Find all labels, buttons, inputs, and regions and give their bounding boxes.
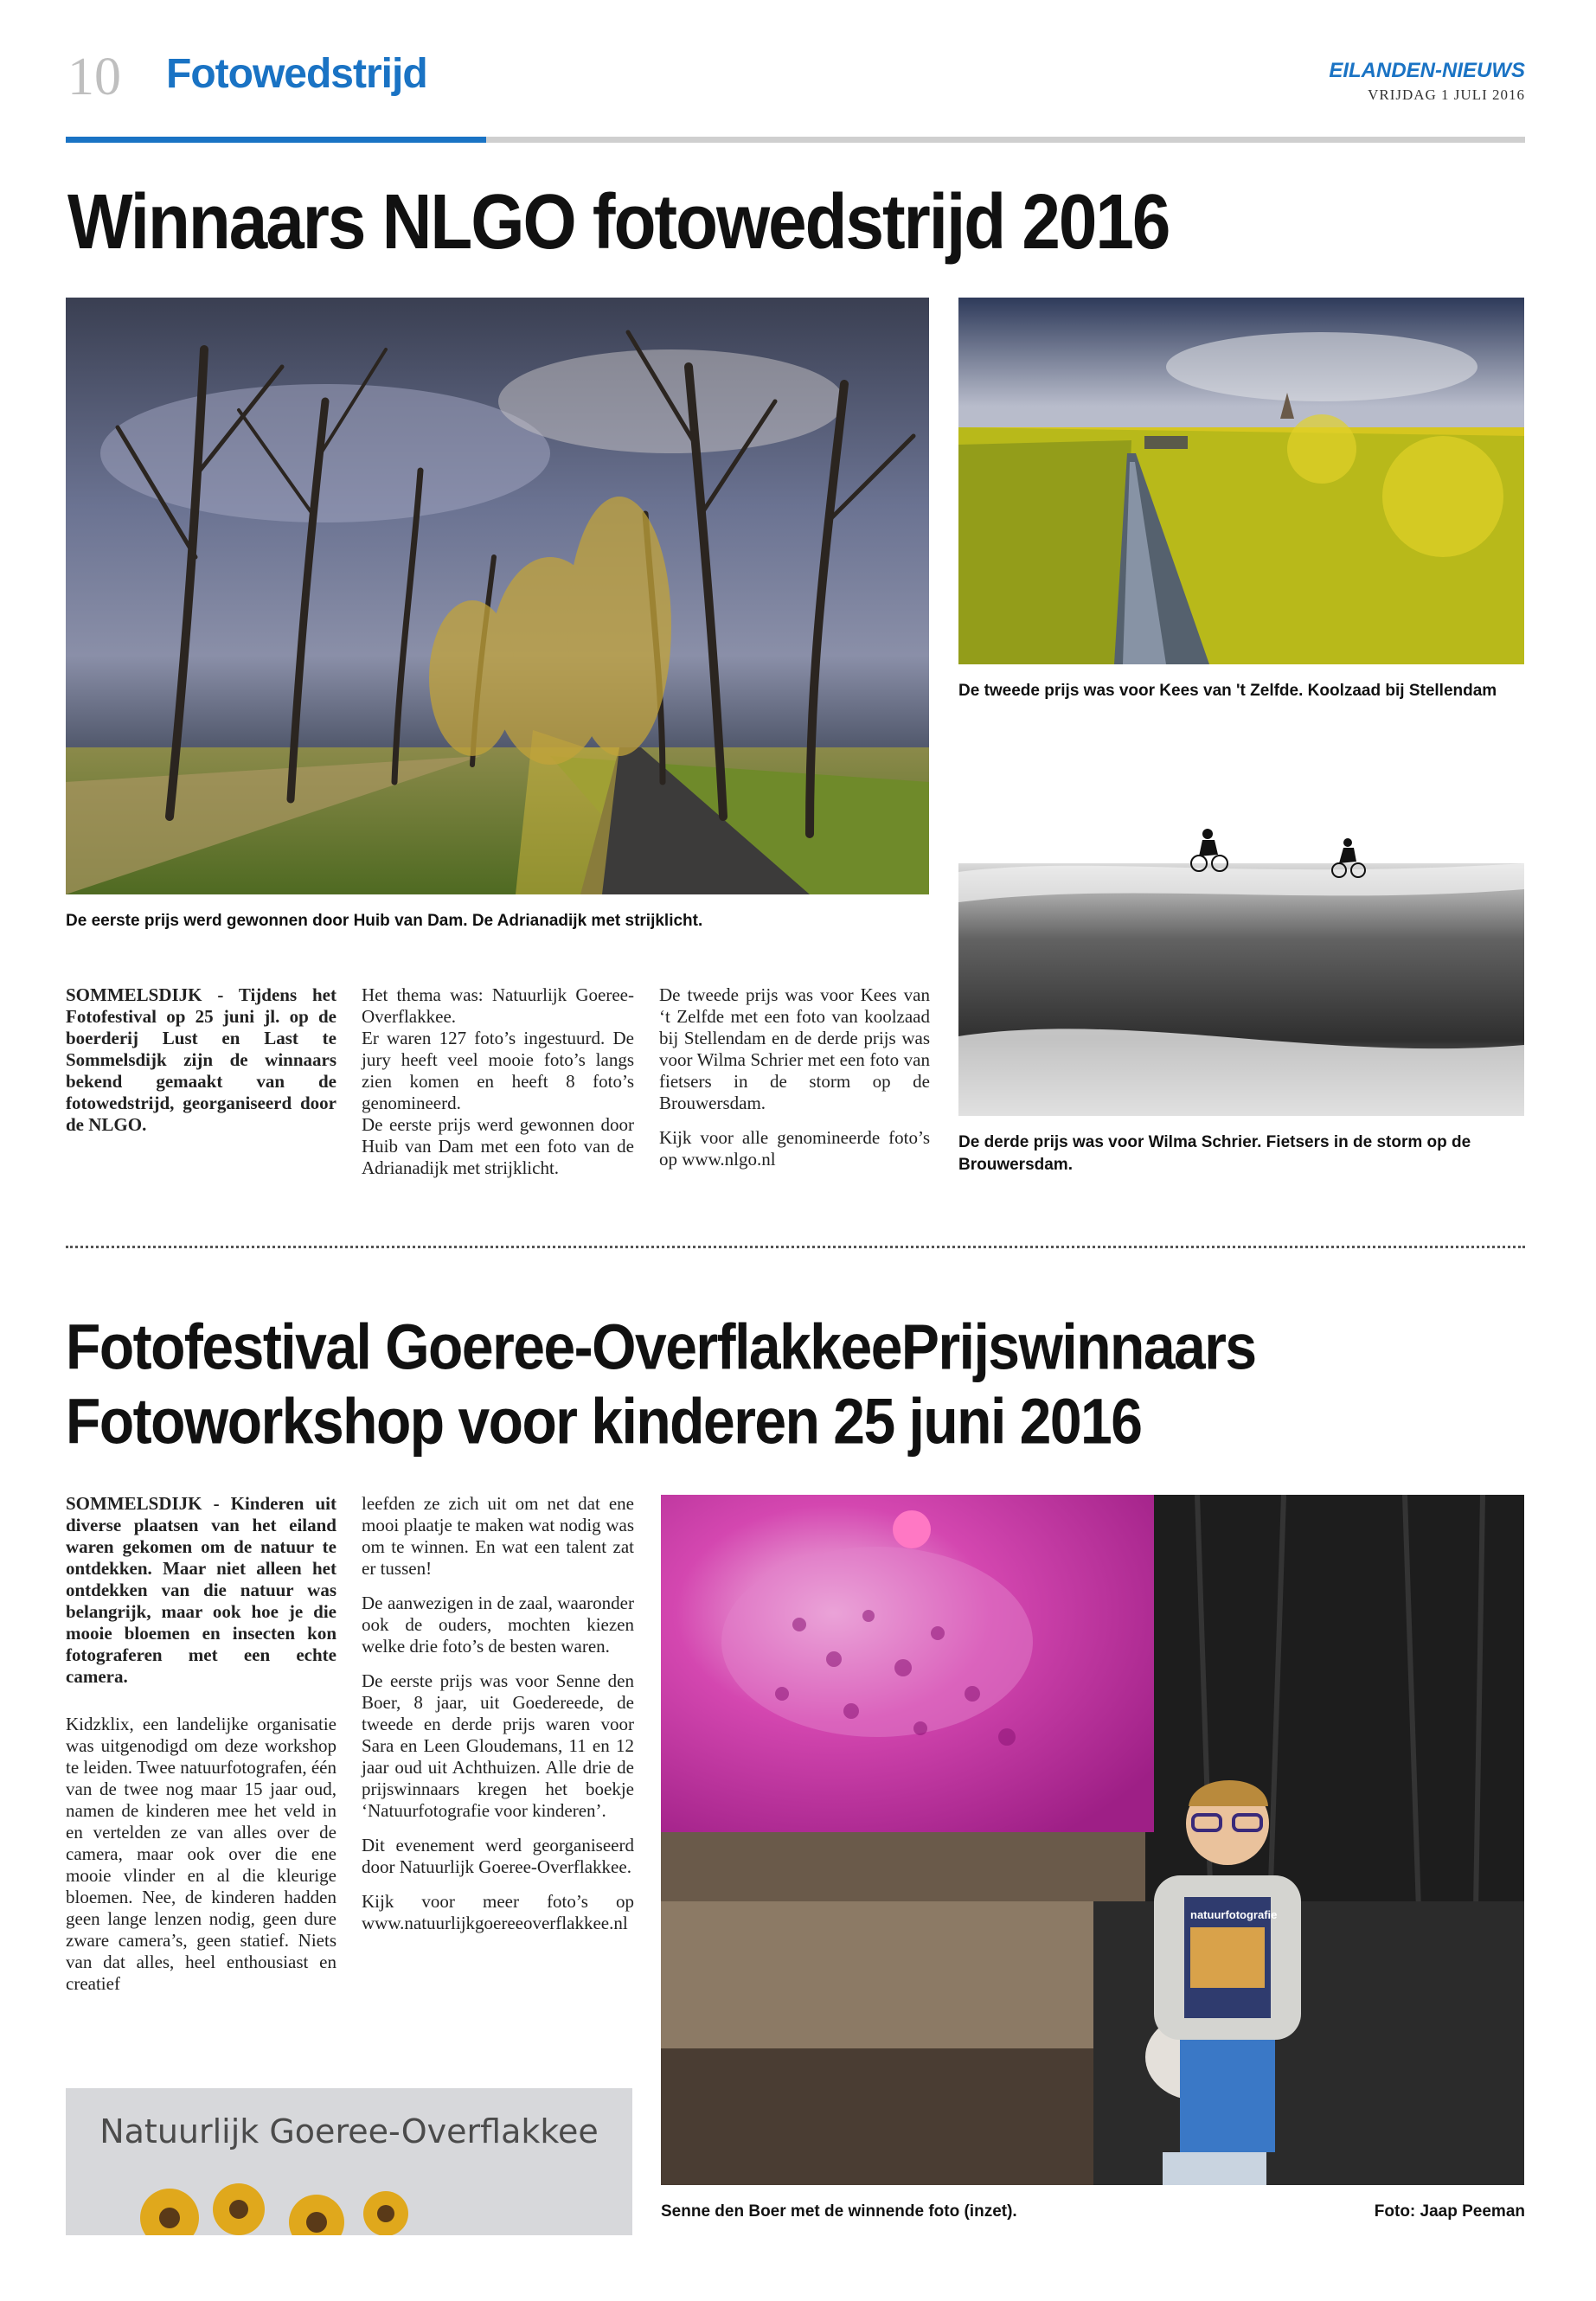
caption-photo3: De derde prijs was voor Wilma Schrier. Fietsers in de storm op de Brouwersdam.	[958, 1133, 1471, 1174]
article2-col2-p5: Kijk voor meer foto’s op www.natuurlijkgoereeoverflakkee.nl	[362, 1891, 634, 1933]
article2-headline-line2: Fotoworkshop voor kinderen 25 juni 2016	[66, 1385, 1142, 1458]
photo-koolzaad	[958, 298, 1524, 664]
caption-photo2: De tweede prijs was voor Kees van 't Zelfde. Koolzaad bij Stellendam	[958, 682, 1497, 700]
article1-col2-p2: Er waren 127 foto’s ingestuurd. De jury heeft veel mooie foto’s langs zien komen en heeft 8 foto’s genomineerd.	[362, 1028, 634, 1113]
article2-col1-p1: Kidzklix, een landelijke organisatie was uitgenodigd om deze workshop te leiden. Twee natuurfotografen, één van de twee nog maar 15 jaar oud, namen de kinderen mee het veld in en vertelden ze van alles over de camera, maar ook over die ene mooie vlinder en al die kleurige bloemen. Nee, de kinderen hadden geen lange lenzen nodig, geen dure zware camera’s, geen statief. Niets van dat alles, heel enthousiast en creatief	[66, 1714, 337, 1994]
article2-col2	[362, 1493, 634, 1947]
article2-col1-text	[66, 1493, 337, 2008]
section-title: Fotowedstrijd	[166, 51, 427, 97]
article1-col3-p1: De tweede prijs was voor Kees van ‘t Zelfde met een foto van koolzaad bij Stellendam en de derde prijs was voor Wilma Schrier met een foto van fietsers in de storm op de Brouwersdam.	[659, 984, 930, 1113]
photo-brouwersdam	[958, 751, 1524, 1116]
article2-col2-p2: De aanwezigen in de zaal, waaronder ook de ouders, mochten kiezen welke drie foto’s de besten waren.	[362, 1593, 634, 1657]
banner-text: Natuurlijk Goeree-Overflakkee	[99, 2112, 599, 2150]
article1-headline: Winnaars NLGO fotowedstrijd 2016	[67, 178, 1170, 266]
article1-col2-p1: Het thema was: Natuurlijk Goeree-Overflakkee.	[362, 984, 634, 1027]
photo-credit: Foto: Jaap Peeman	[1374, 2202, 1525, 2221]
caption-photo1: De eerste prijs werd gewonnen door Huib van Dam. De Adrianadijk met strijklicht.	[66, 912, 703, 930]
page-number: 10	[67, 48, 121, 106]
article2-headline-line1: Fotofestival Goeree-OverflakkeePrijswinnaars	[66, 1311, 1256, 1383]
section-divider	[66, 1246, 1525, 1248]
article2-col2-p4: Dit evenement werd georganiseerd door Natuurlijk Goeree-Overflakkee.	[362, 1835, 634, 1877]
photo-adrianadijk	[66, 298, 929, 894]
photo-senne-den-boer	[661, 1495, 1524, 2185]
article1-col3-p2: Kijk voor alle genomineerde foto’s op www.nlgo.nl	[659, 1127, 930, 1170]
brand-logo: EILANDEN-NIEUWS	[1329, 59, 1525, 82]
article1-col2-p3: De eerste prijs werd gewonnen door Huib van Dam met een foto van de Adrianadijk met strijklicht.	[362, 1114, 634, 1178]
article1-col1	[66, 984, 337, 1149]
article1-lead: SOMMELSDIJK - Tijdens het Fotofestival op 25 juni jl. op de boerderij Lust en Last te Sommelsdijk zijn de winnaars bekend gemaakt van de fotowedstrijd, georganiseerd door de NLGO.	[66, 984, 337, 1135]
article1-col2	[362, 984, 634, 1179]
issue-date: VRIJDAG 1 JULI 2016	[1368, 87, 1525, 103]
article2-col2-p3: De eerste prijs was voor Senne den Boer, 8 jaar, uit Goedereede, de tweede en derde prijs waren voor Sara en Leen Gloudemans, 11 en 12 jaar oud uit Achthuizen. Alle drie de prijswinnaars kregen het boekje ‘Natuurfotografie voor kinderen’.	[362, 1670, 634, 1821]
book-title: natuurfotografie	[1190, 1908, 1278, 1921]
caption-photo4: Senne den Boer met de winnende foto (inzet).	[661, 2202, 1017, 2221]
article1-col3	[659, 984, 930, 1183]
header-rule-accent	[66, 137, 486, 143]
banner-natuurlijk	[66, 2088, 632, 2235]
article2-col2-p1: leefden ze zich uit om net dat ene mooi plaatje te maken wat nodig was om te winnen. En wat een talent zat er tussen!	[362, 1493, 634, 1579]
article2-lead-text: SOMMELSDIJK - Kinderen uit diverse plaatsen van het eiland waren gekomen om de natuur te ontdekken. Maar niet alleen het ontdekken van die natuur was belangrijk, maar ook hoe je die mooie bloemen en insecten kon fotograferen met een echte camera.	[66, 1493, 337, 1687]
